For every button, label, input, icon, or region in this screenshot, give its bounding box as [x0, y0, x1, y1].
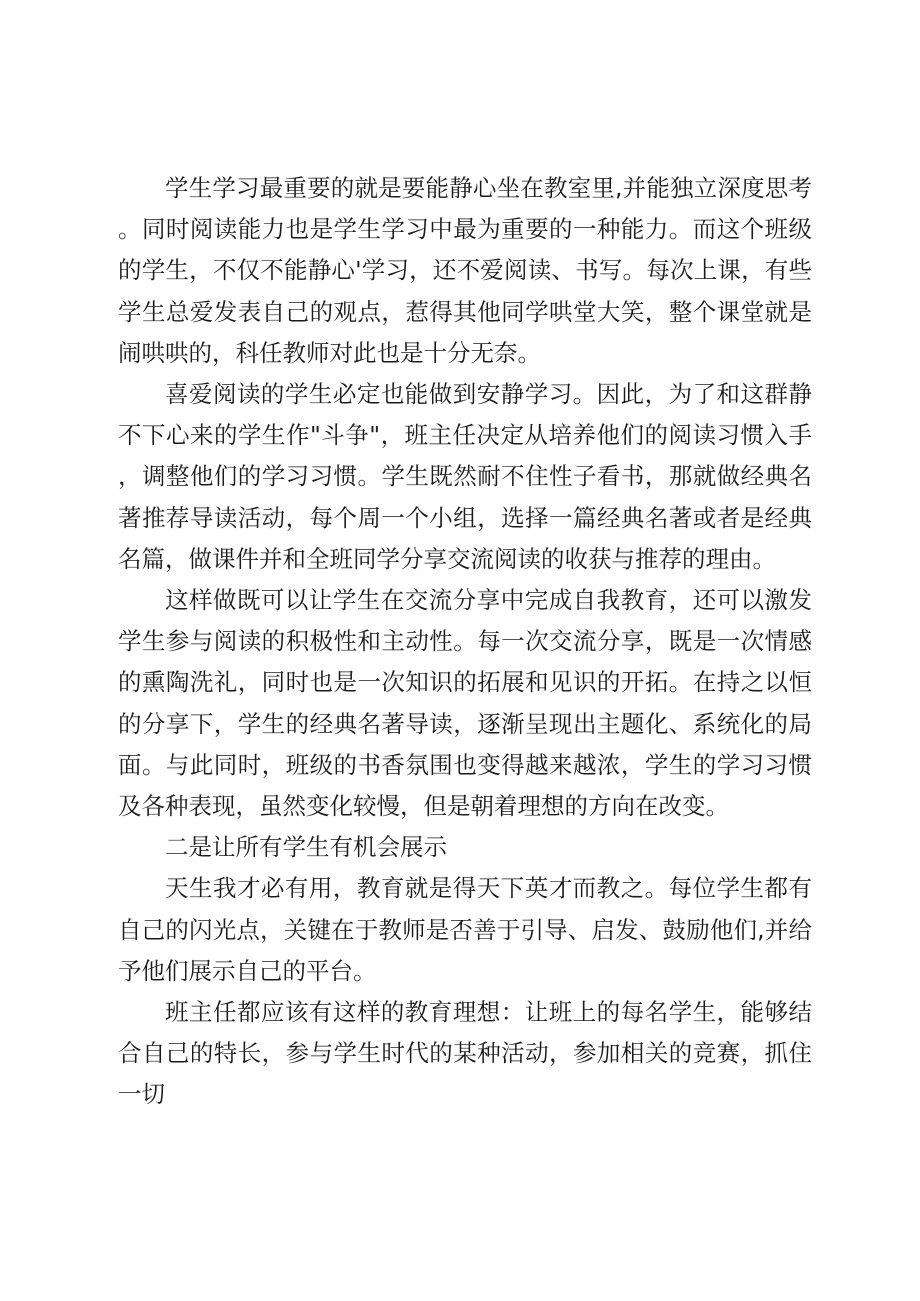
document-body [118, 168, 812, 1116]
paragraph-sharing-benefits: 这样做既可以让学生在交流分享中完成自我教育，还可以激发学生参与阅读的积极性和主动性。每一次交流分享，既是一次情感的熏陶洗礼，同时也是一次知识的拓展和见识的开拓。在持之以恒的分享下，学生的经典名著导读，逐渐呈现出主题化、系统化的局面。与此同时，班级的书香氛围也变得越来越浓，学生的学习习惯及各种表现，虽然变化较慢，但是朝着理想的方向在改变。 [118, 586, 812, 821]
paragraph-talent: 天生我才必有用，教育就是得天下英才而教之。每位学生都有自己的闪光点，关键在于教师是否善于引导、启发、鼓励他们,并给予他们展示自己的平台。 [118, 874, 812, 985]
section-heading-showcase: 二是让所有学生有机会展示 [165, 833, 447, 862]
paragraph-quiet-study: 学生学习最重要的就是要能静心坐在教室里,并能独立深度思考。同时阅读能力也是学生学习中最为重要的一种能力。而这个班级的学生，不仅不能静心'学习，还不爱阅读、书写。每次上课，有些学生总爱发表自己的观点，惹得其他同学哄堂大笑，整个课堂就是闹哄哄的，科任教师对此也是十分无奈。 [118, 174, 812, 367]
paragraph-reading-habit: 喜爱阅读的学生必定也能做到安静学习。因此，为了和这群静不下心来的学生作"斗争"，班主任决定从培养他们的阅读习惯入手，调整他们的学习习惯。学生既然耐不住性子看书，那就做经典名著推荐导读活动，每个周一个小组，选择一篇经典名著或者是经典名篇，做课件并和全班同学分享交流阅读的收获与推荐的理由。 [118, 380, 812, 573]
paragraph-teacher-ideal: 班主任都应该有这样的教育理想：让班上的每名学生，能够结合自己的特长，参与学生时代的某种活动，参加相关的竞赛，抓住一切 [118, 998, 812, 1109]
